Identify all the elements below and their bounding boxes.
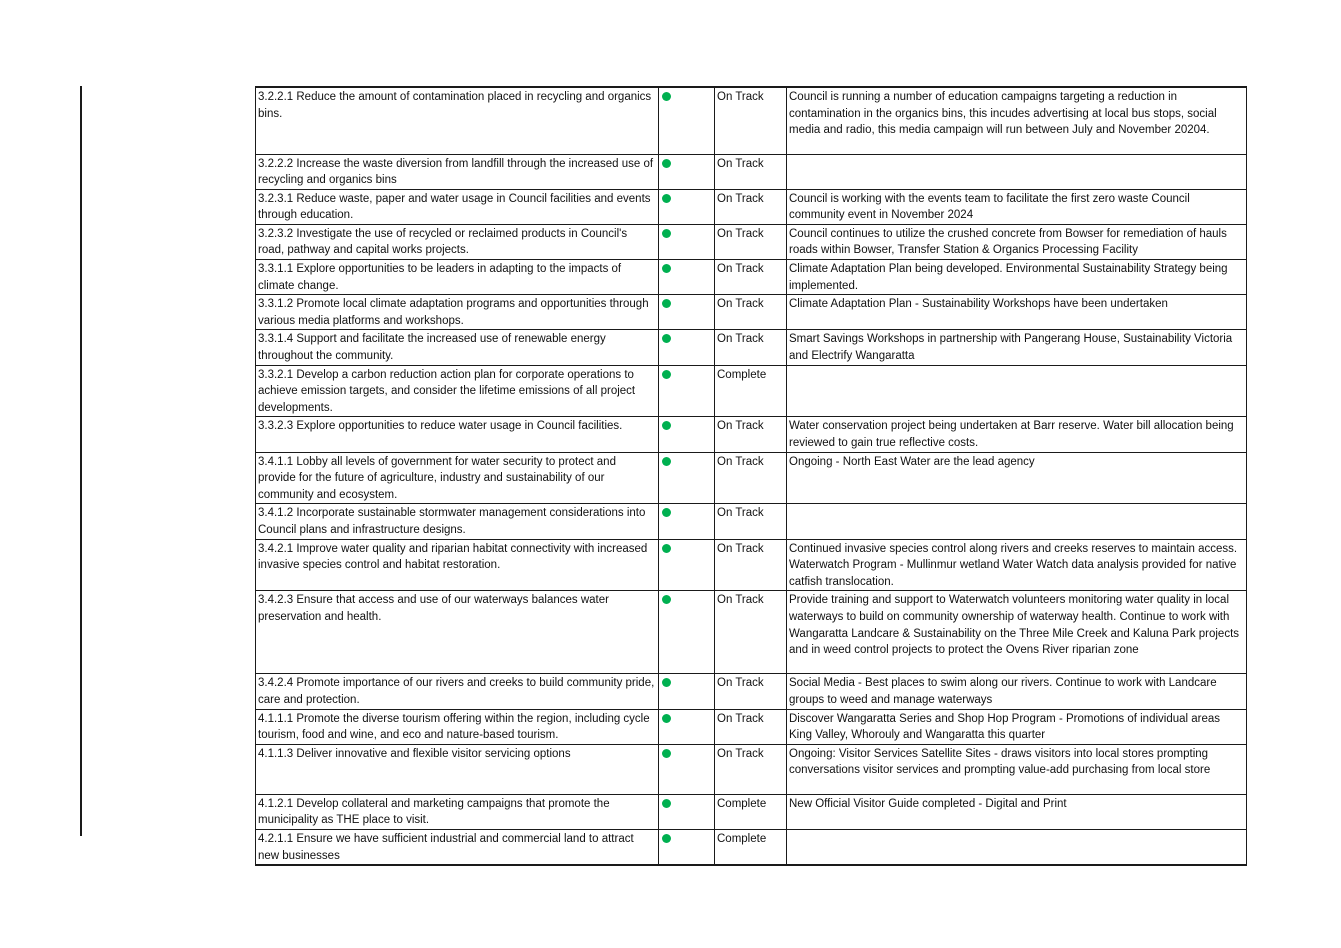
comment-cell: Council is running a number of education campaigns targeting a reduction in contamination in the organics bins, this incudes advertising at local bus stops, social media and radio, this media campaign will run between July and November 20204. [787,87,1247,154]
green-dot-icon [662,457,671,466]
status-cell: On Track [715,87,787,154]
indicator-cell [659,744,715,794]
green-dot-icon [662,299,671,308]
comment-cell: Provide training and support to Waterwatch volunteers monitoring water quality in local waterways to build on community ownership of waterway health. Continue to work with Wangaratta Landcare & Sustainability on the Three Mile Creek and Kaluna Park projects and in weed control projects to protect the Ovens River riparian zone [787,591,1247,674]
action-cell: 3.2.3.1 Reduce waste, paper and water usage in Council facilities and events through education. [256,189,659,224]
status-cell: On Track [715,674,787,709]
comment-cell [787,504,1247,539]
table-row [256,709,1247,744]
table-row [256,295,1247,330]
table-row [256,189,1247,224]
indicator-cell [659,829,715,865]
comment-cell [787,365,1247,417]
comment-cell: Ongoing - North East Water are the lead agency [787,452,1247,504]
green-dot-icon [662,370,671,379]
comment-cell [787,154,1247,189]
status-cell: On Track [715,452,787,504]
table-row [256,154,1247,189]
table-row [256,330,1247,365]
action-cell: 4.1.1.3 Deliver innovative and flexible visitor servicing options [256,744,659,794]
green-dot-icon [662,334,671,343]
table-row [256,452,1247,504]
table-row [256,224,1247,259]
action-cell: 3.4.2.3 Ensure that access and use of our waterways balances water preservation and health. [256,591,659,674]
action-cell: 3.3.2.3 Explore opportunities to reduce water usage in Council facilities. [256,417,659,452]
action-cell: 3.4.2.1 Improve water quality and riparian habitat connectivity with increased invasive species control and habitat restoration. [256,539,659,591]
action-cell: 3.3.2.1 Develop a carbon reduction action plan for corporate operations to achieve emission targets, and consider the lifetime emissions of all project developments. [256,365,659,417]
comment-cell: Continued invasive species control along rivers and creeks reserves to maintain access. Waterwatch Program - Mullinmur wetland Water Watch data analysis provided for native catfish translocation. [787,539,1247,591]
indicator-cell [659,591,715,674]
status-cell: On Track [715,295,787,330]
indicator-cell [659,87,715,154]
table-row [256,504,1247,539]
action-cell: 3.2.3.2 Investigate the use of recycled or reclaimed products in Council's road, pathway and capital works projects. [256,224,659,259]
indicator-cell [659,794,715,829]
table-row [256,829,1247,865]
status-cell: On Track [715,154,787,189]
action-cell: 3.3.1.1 Explore opportunities to be leaders in adapting to the impacts of climate change. [256,260,659,295]
status-cell: On Track [715,709,787,744]
status-cell: On Track [715,744,787,794]
action-cell: 3.2.2.1 Reduce the amount of contamination placed in recycling and organics bins. [256,87,659,154]
comment-cell: New Official Visitor Guide completed - Digital and Print [787,794,1247,829]
status-cell: Complete [715,829,787,865]
table-row [256,591,1247,674]
green-dot-icon [662,421,671,430]
status-cell: On Track [715,591,787,674]
indicator-cell [659,539,715,591]
table-row [256,365,1247,417]
comment-cell: Council continues to utilize the crushed concrete from Bowser for remediation of hauls roads within Bowser, Transfer Station & Organics Processing Facility [787,224,1247,259]
green-dot-icon [662,159,671,168]
indicator-cell [659,674,715,709]
status-cell: On Track [715,189,787,224]
green-dot-icon [662,714,671,723]
status-cell: On Track [715,504,787,539]
action-cell: 4.1.2.1 Develop collateral and marketing campaigns that promote the municipality as THE place to visit. [256,794,659,829]
indicator-cell [659,224,715,259]
table-row [256,539,1247,591]
status-cell: On Track [715,260,787,295]
green-dot-icon [662,595,671,604]
table-row [256,417,1247,452]
comment-cell: Social Media - Best places to swim along our rivers. Continue to work with Landcare groups to weed and manage waterways [787,674,1247,709]
indicator-cell [659,154,715,189]
comment-cell [787,829,1247,865]
action-cell: 3.4.1.2 Incorporate sustainable stormwater management considerations into Council plans and infrastructure designs. [256,504,659,539]
comment-cell: Smart Savings Workshops in partnership with Pangerang House, Sustainability Victoria and Electrify Wangaratta [787,330,1247,365]
action-status-table [255,86,1247,866]
green-dot-icon [662,229,671,238]
action-cell: 3.4.2.4 Promote importance of our rivers and creeks to build community pride, care and protection. [256,674,659,709]
green-dot-icon [662,92,671,101]
comment-cell: Ongoing: Visitor Services Satellite Sites - draws visitors into local stores prompting conversations visitor services and prompting value-add purchasing from local store [787,744,1247,794]
green-dot-icon [662,264,671,273]
indicator-cell [659,365,715,417]
action-cell: 4.1.1.1 Promote the diverse tourism offering within the region, including cycle tourism, food and wine, and eco and nature-based tourism. [256,709,659,744]
comment-cell: Discover Wangaratta Series and Shop Hop Program - Promotions of individual areas King Valley, Whorouly and Wangaratta this quarter [787,709,1247,744]
action-cell: 3.2.2.2 Increase the waste diversion from landfill through the increased use of recycling and organics bins [256,154,659,189]
table-row [256,674,1247,709]
comment-cell: Council is working with the events team to facilitate the first zero waste Council community event in November 2024 [787,189,1247,224]
indicator-cell [659,709,715,744]
indicator-cell [659,295,715,330]
green-dot-icon [662,799,671,808]
green-dot-icon [662,508,671,517]
indicator-cell [659,260,715,295]
table-row [256,260,1247,295]
status-cell: On Track [715,224,787,259]
action-cell: 4.2.1.1 Ensure we have sufficient industrial and commercial land to attract new businesses [256,829,659,865]
action-cell: 3.3.1.4 Support and facilitate the increased use of renewable energy throughout the community. [256,330,659,365]
green-dot-icon [662,834,671,843]
table-row [256,87,1247,154]
comment-cell: Climate Adaptation Plan - Sustainability Workshops have been undertaken [787,295,1247,330]
indicator-cell [659,330,715,365]
green-dot-icon [662,544,671,553]
green-dot-icon [662,194,671,203]
indicator-cell [659,504,715,539]
page-margin-rule [80,86,82,836]
indicator-cell [659,189,715,224]
table-body [256,87,1247,865]
indicator-cell [659,417,715,452]
action-cell: 3.3.1.2 Promote local climate adaptation programs and opportunities through various media platforms and workshops. [256,295,659,330]
comment-cell: Climate Adaptation Plan being developed. Environmental Sustainability Strategy being implemented. [787,260,1247,295]
table-row [256,794,1247,829]
indicator-cell [659,452,715,504]
status-cell: Complete [715,794,787,829]
action-cell: 3.4.1.1 Lobby all levels of government for water security to protect and provide for the future of agriculture, industry and sustainability of our community and ecosystem. [256,452,659,504]
status-cell: On Track [715,539,787,591]
green-dot-icon [662,749,671,758]
comment-cell: Water conservation project being undertaken at Barr reserve. Water bill allocation being reviewed to gain true reflective costs. [787,417,1247,452]
status-cell: On Track [715,417,787,452]
status-cell: On Track [715,330,787,365]
table-row [256,744,1247,794]
green-dot-icon [662,678,671,687]
status-cell: Complete [715,365,787,417]
